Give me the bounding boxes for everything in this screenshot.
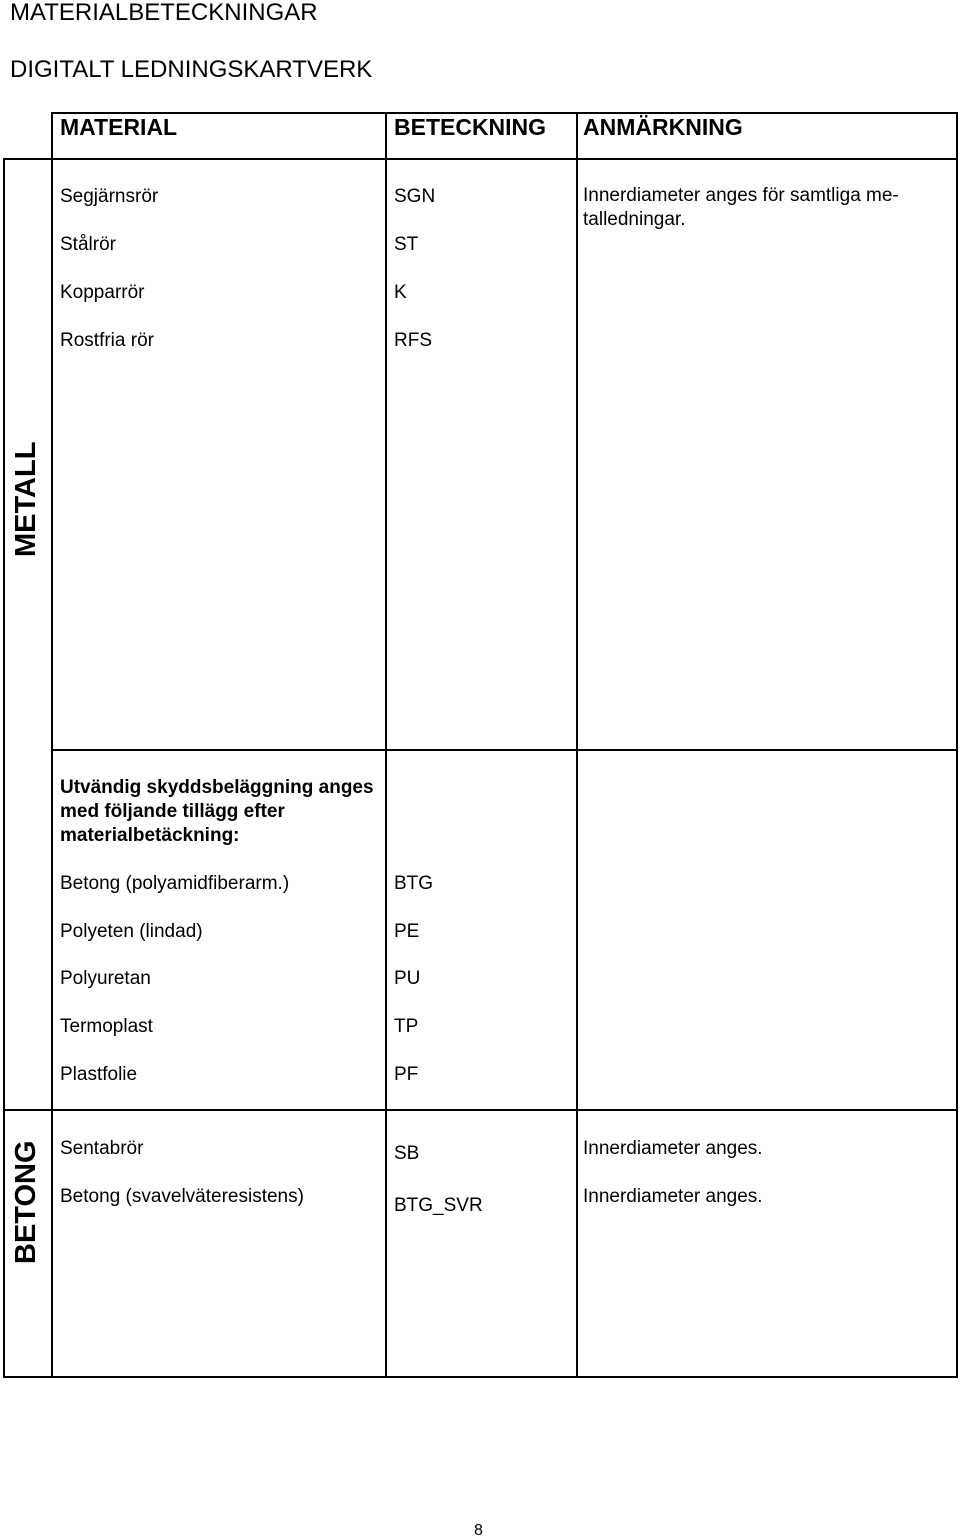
group-column-border	[51, 112, 53, 1378]
coating-code-cell: PU	[394, 968, 421, 989]
table-right-border	[956, 112, 958, 1378]
coating-code-cell: PE	[394, 921, 420, 942]
header-beteckning: BETECKNING	[394, 114, 547, 140]
material-cell: Stålrör	[60, 234, 116, 255]
material-cell: Betong (svavelväteresistens)	[60, 1186, 304, 1207]
coating-note: Utvändig skyddsbeläggning anges med följande tillägg efter materialbetäckning:	[60, 777, 374, 846]
coating-cell: Polyeten (lindad)	[60, 921, 203, 942]
header-bottom-border	[3, 158, 958, 160]
coating-cell: Plastfolie	[60, 1064, 138, 1085]
coating-code-cell: BTG	[394, 873, 434, 894]
table-left-border	[3, 158, 5, 1378]
remark-cell: Innerdiameter anges.	[583, 1186, 763, 1207]
material-cell: Kopparrör	[60, 282, 145, 303]
coating-cell: Termoplast	[60, 1016, 153, 1037]
group-label-metall: METALL	[10, 441, 42, 557]
table-bottom-border	[3, 1376, 958, 1378]
code-cell: K	[394, 282, 407, 303]
header-material: MATERIAL	[60, 114, 178, 140]
header-anmarkning: ANMÄRKNING	[583, 114, 743, 140]
material-column-border	[385, 112, 387, 1378]
page-number: 8	[474, 1522, 483, 1539]
code-cell: BTG_SVR	[394, 1195, 483, 1216]
code-cell: SB	[394, 1143, 420, 1164]
coating-section-divider	[52, 749, 958, 751]
document-title: MATERIALBETECKNINGAR	[10, 0, 318, 26]
coating-cell: Betong (polyamidfiberarm.)	[60, 873, 290, 894]
code-cell: RFS	[394, 330, 432, 351]
remark-cell: Innerdiameter anges för samtliga me-talledningar.	[583, 185, 899, 230]
coating-code-cell: PF	[394, 1064, 419, 1085]
code-column-border	[576, 112, 578, 1378]
remark-cell: Innerdiameter anges.	[583, 1138, 763, 1159]
metall-betong-divider	[3, 1109, 958, 1111]
document-subtitle: DIGITALT LEDNINGSKARTVERK	[10, 56, 373, 83]
group-label-betong: BETONG	[10, 1140, 42, 1264]
coating-code-cell: TP	[394, 1016, 419, 1037]
material-cell: Sentabrör	[60, 1138, 144, 1159]
coating-cell: Polyuretan	[60, 968, 151, 989]
code-cell: SGN	[394, 186, 436, 207]
material-cell: Rostfria rör	[60, 330, 154, 351]
code-cell: ST	[394, 234, 419, 255]
material-cell: Segjärnsrör	[60, 186, 159, 207]
